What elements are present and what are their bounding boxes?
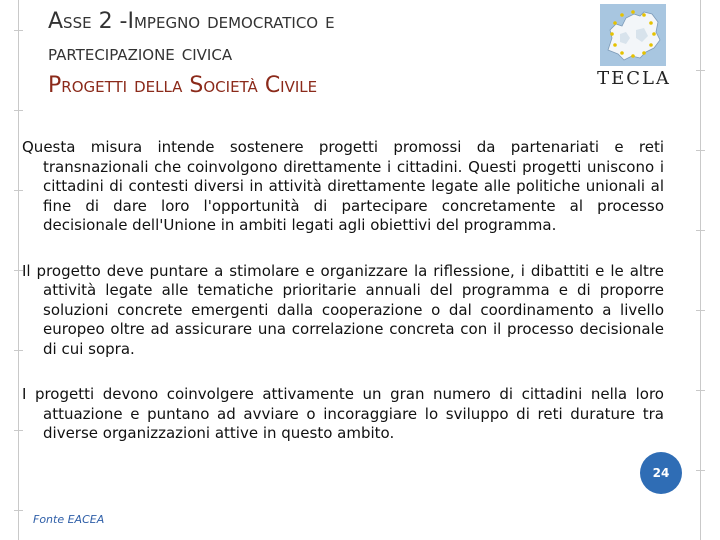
title-line-2: partecipazione civica [48,41,233,66]
right-decorative-rule [700,0,701,540]
page-number-badge: 24 [640,452,682,494]
source-note: Fonte EACEA [33,513,105,526]
paragraph-2: Il progetto deve puntare a stimolare e organizzare la riflessione, i dibattiti e le altre attività legate alle tematiche prioritarie annuali del programma e di proporre soluzioni concrete emergenti dalla cooperazione o dal coordinamento a livello europeo oltre ad assicurare una correlazione concreta con il processo decisionale di cui sopra. [22,261,664,358]
title-line-1: Asse 2 -Impegno democratico e [48,9,335,34]
left-decorative-rule [18,0,19,540]
paragraph-3: I progetti devono coinvolgere attivamente un gran numero di cittadini nella loro attuazione e puntano ad avviare o incoraggiare lo sviluppo di reti durature tra diverse organizzazioni attive in questo ambito. [22,385,664,442]
europe-map-graphic [600,4,666,66]
paragraph-1: Questa misura intende sostenere progetti promossi da partenariati e reti transnazionali che coinvolgono direttamente i cittadini. Questi progetti uniscono i cittadini di contesti diversi in attività direttamente legate alle politiche unionali al fine di dare loro l'opportunità di partecipare concretamente al processo decisionale dell'Unione in ambiti legati agli obiettivi del programma. [22,138,664,234]
logo-wordmark: TECLA [597,68,671,89]
slide-title [48,6,568,102]
europe-map-icon [600,4,666,66]
title-line-3: Progetti della Società Civile [48,73,318,98]
body-text [22,138,664,470]
tecla-logo [594,2,674,92]
